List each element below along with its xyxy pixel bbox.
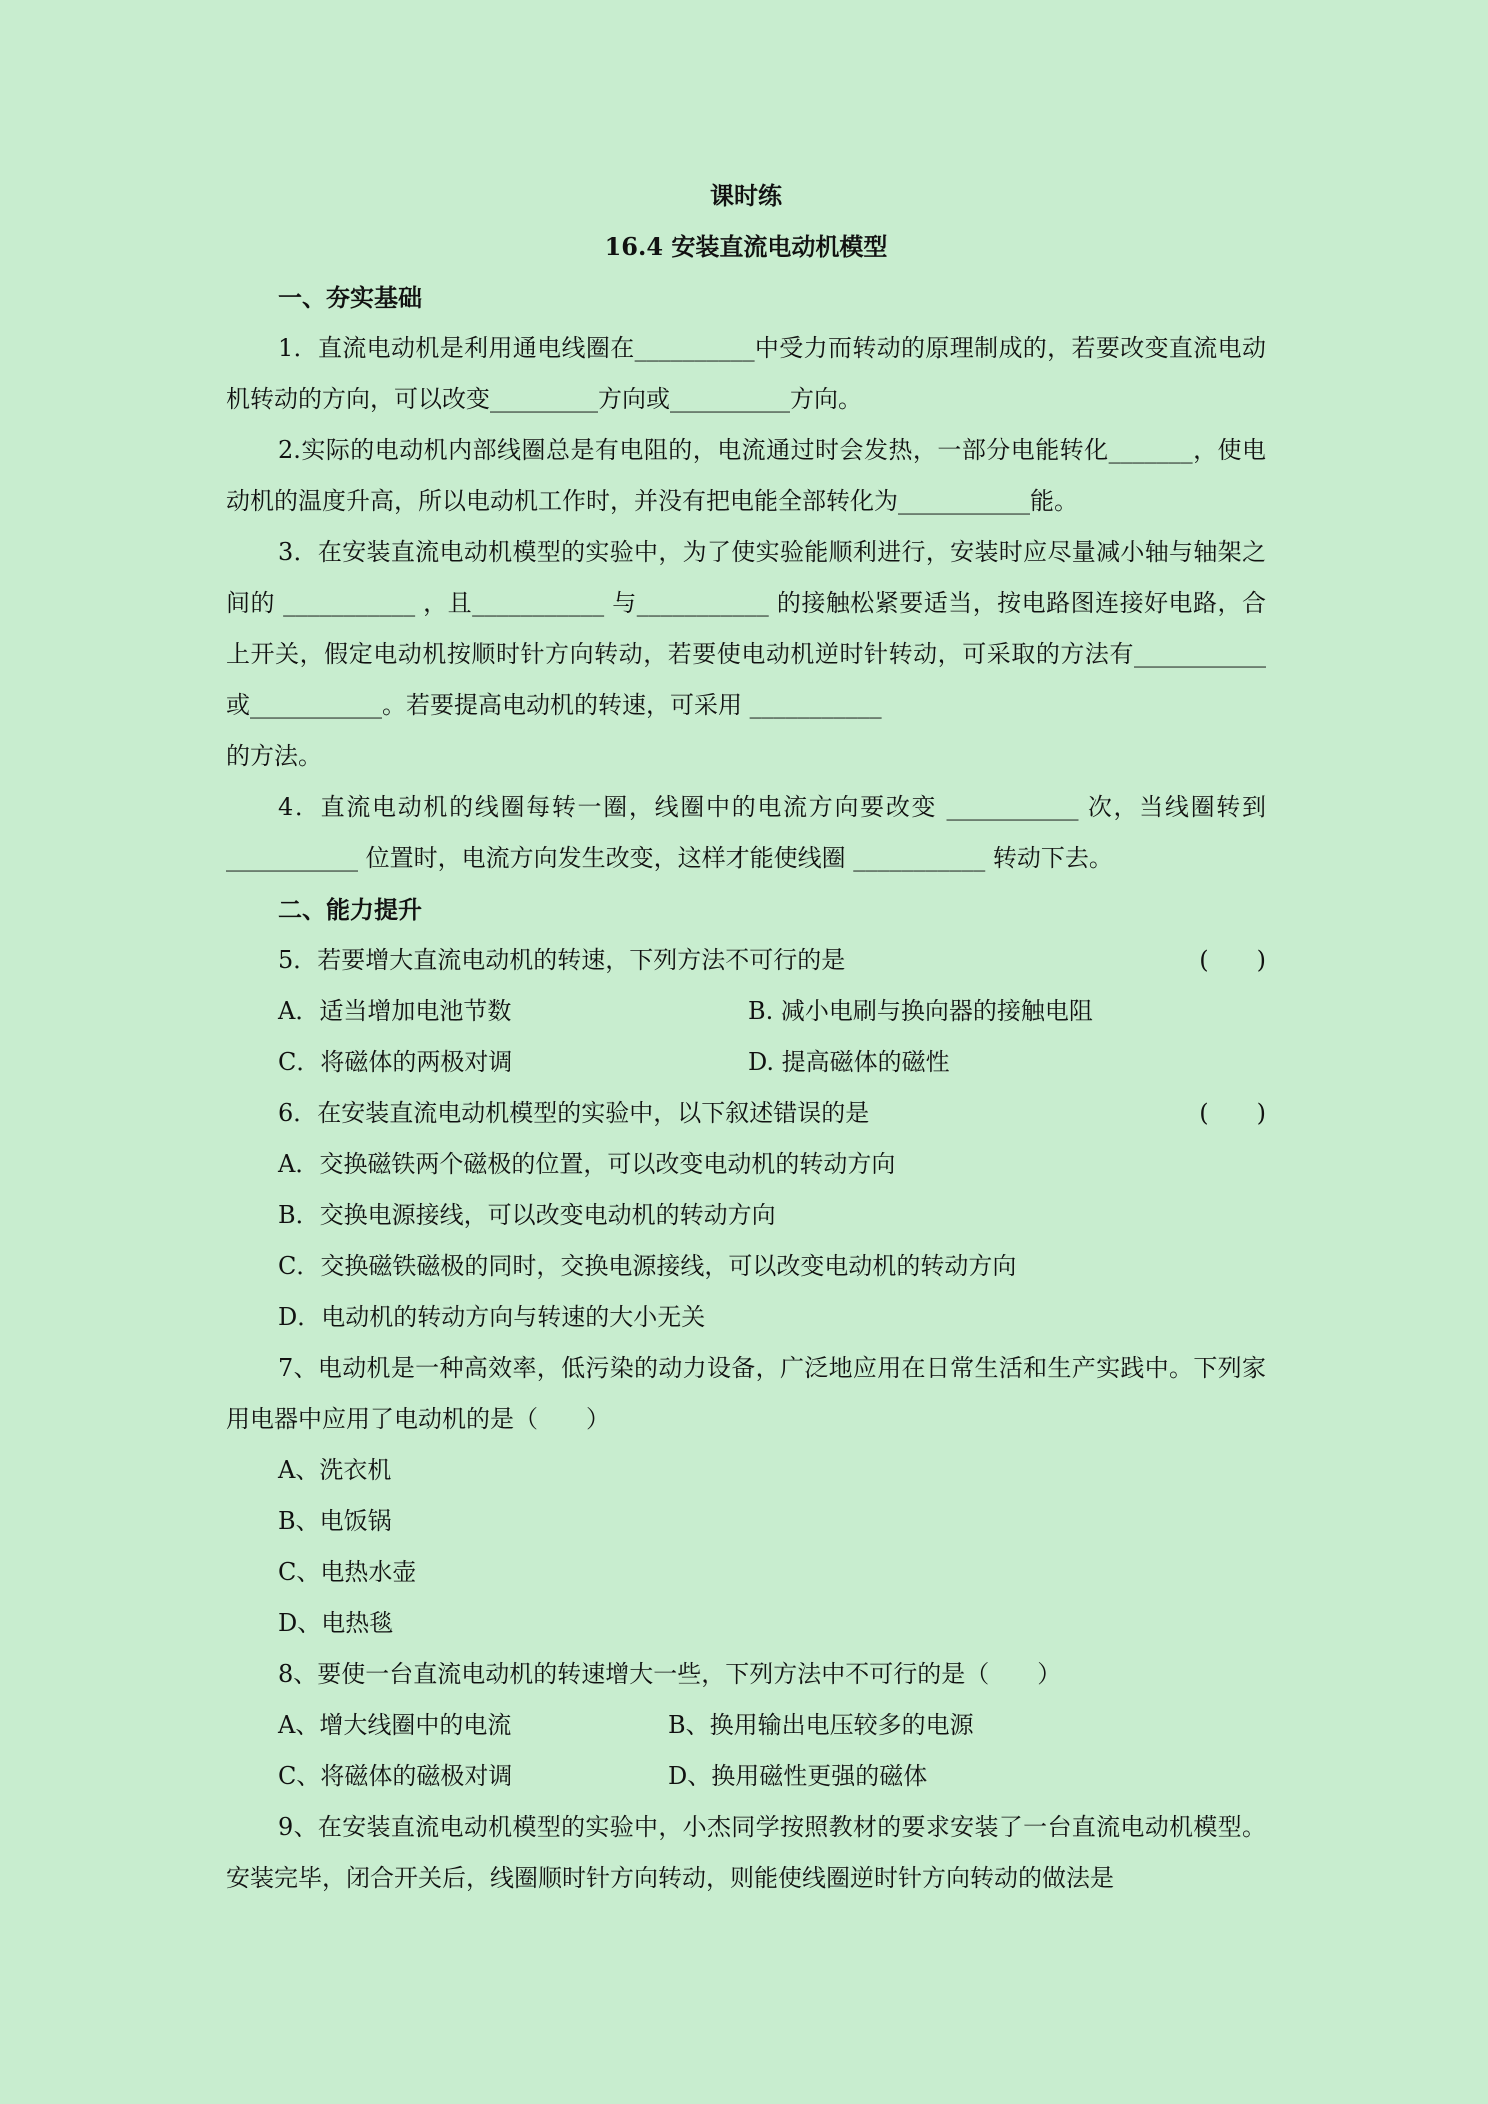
question-2: 2.实际的电动机内部线圈总是有电阻的，电流通过时会发热，一部分电能转化_______，使电动机的温度升高，所以电动机工作时，并没有把电能全部转化为___________能。 [226, 436, 1266, 515]
question-8-option-d: D、换用磁性更强的磁体 [668, 1762, 928, 1790]
question-3-end: 的方法。 [226, 742, 322, 770]
question-7-option-b: B、电饭锅 [278, 1507, 392, 1535]
question-1: 1．直流电动机是利用通电线圈在__________中受力而转动的原理制成的，若要改变直流电动机转动的方向，可以改变_________方向或__________方向。 [226, 334, 1266, 413]
question-5-options-row-2 [226, 1037, 1266, 1088]
question-6-option-a: A．交换磁铁两个磁极的位置，可以改变电动机的转动方向 [278, 1150, 896, 1178]
question-7-option-a: A、洗衣机 [278, 1456, 392, 1484]
document-content [226, 170, 1266, 1904]
question-9: 9、在安装直流电动机模型的实验中，小杰同学按照教材的要求安装了一台直流电动机模型。安装完毕，闭合开关后，线圈顺时针方向转动，则能使线圈逆时针方向转动的做法是 [226, 1813, 1266, 1892]
question-7-option-c: C、电热水壶 [278, 1558, 417, 1586]
question-6-stem [226, 1088, 1266, 1139]
question-8-options-row-1 [226, 1700, 1266, 1751]
question-5-options-row-1 [226, 986, 1266, 1037]
question-7-option-d: D、电热毯 [278, 1609, 394, 1637]
question-6-option-b: B．交换电源接线，可以改变电动机的转动方向 [278, 1201, 776, 1229]
question-5-option-b: B. 减小电刷与换向器的接触电阻 [748, 997, 1093, 1025]
question-5-option-a: A．适当增加电池节数 [278, 997, 512, 1025]
question-3: 3．在安装直流电动机模型的实验中，为了使实验能顺利进行，安装时应尽量减小轴与轴架之间的 ___________ ，且___________ 与___________ 的接触松紧要适当，按电路图连接好电路，合上开关，假定电动机按顺时针方向转动，若要使电动机逆时针转动，可采取的方法有___________或___________。若要提高电动机的转速，可采用 ___________ [226, 538, 1266, 719]
question-6-answer-paren: ( ) [1199, 1099, 1266, 1127]
document-title: 课时练 [710, 181, 782, 210]
question-8-option-b: B、换用输出电压较多的电源 [668, 1711, 974, 1739]
question-6-text: 6．在安装直流电动机模型的实验中，以下叙述错误的是 [278, 1099, 870, 1127]
question-6-option-d: D．电动机的转动方向与转速的大小无关 [278, 1303, 706, 1331]
section-heading-2: 二、能力提升 [278, 895, 422, 924]
question-6-option-c: C．交换磁铁磁极的同时，交换电源接线，可以改变电动机的转动方向 [278, 1252, 1017, 1280]
question-7: 7、电动机是一种高效率，低污染的动力设备，广泛地应用在日常生活和生产实践中。下列家用电器中应用了电动机的是（ ） [226, 1354, 1266, 1433]
question-5-answer-paren: ( ) [1199, 946, 1266, 974]
question-4: 4．直流电动机的线圈每转一圈，线圈中的电流方向要改变 ___________ 次，当线圈转到___________ 位置时，电流方向发生改变，这样才能使线圈 ___________ 转动下去。 [226, 793, 1266, 872]
document-subtitle: 16.4 安装直流电动机模型 [604, 232, 888, 261]
question-5-stem [226, 935, 1266, 986]
question-8-option-c: C、将磁体的磁极对调 [278, 1762, 513, 1790]
section-heading-1: 一、夯实基础 [278, 283, 422, 312]
question-5-text: 5．若要增大直流电动机的转速，下列方法不可行的是 [278, 946, 846, 974]
question-8: 8、要使一台直流电动机的转速增大一些，下列方法中不可行的是（ ） [278, 1660, 1062, 1688]
question-5-option-d: D. 提高磁体的磁性 [748, 1048, 950, 1076]
question-5-option-c: C．将磁体的两极对调 [278, 1048, 513, 1076]
question-8-options-row-2 [226, 1751, 1266, 1802]
question-8-option-a: A、增大线圈中的电流 [278, 1711, 512, 1739]
